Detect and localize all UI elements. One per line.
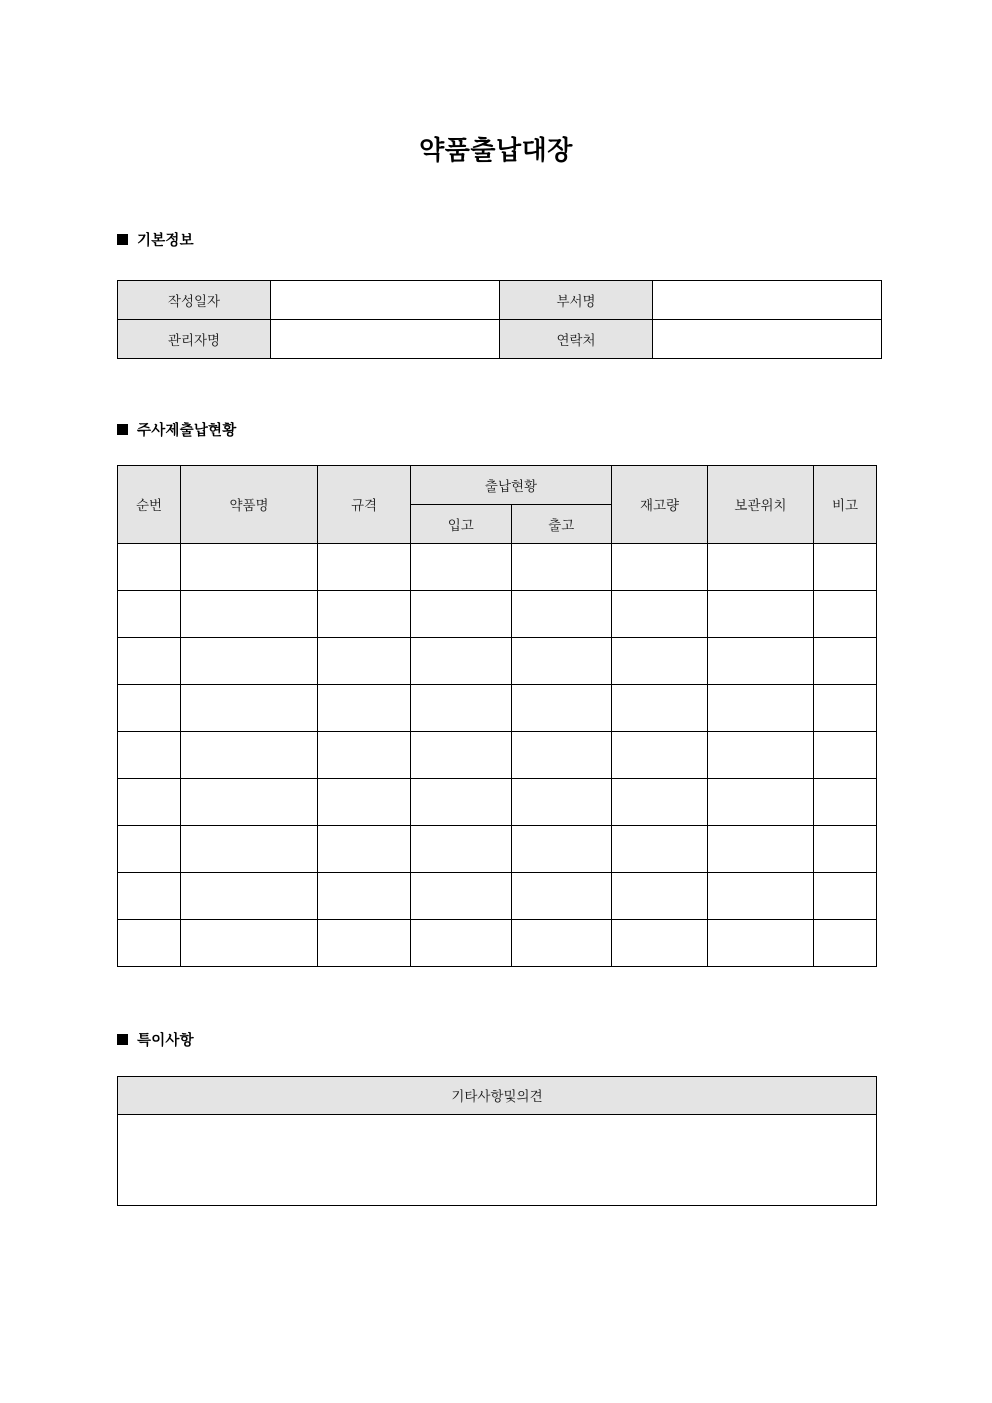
cell-spec[interactable] <box>318 684 411 731</box>
cell-no[interactable] <box>118 825 181 872</box>
section-heading-ledger-label: 주사제출납현황 <box>137 422 237 439</box>
section-heading-basic-info <box>0 229 992 250</box>
cell-no[interactable] <box>118 778 181 825</box>
cell-spec[interactable] <box>318 825 411 872</box>
cell-outgoing[interactable] <box>511 590 612 637</box>
cell-drug-name[interactable] <box>181 731 318 778</box>
notes-table-body <box>118 1114 877 1205</box>
column-header-location: 보관위치 <box>708 465 814 543</box>
cell-location[interactable] <box>708 637 814 684</box>
ledger-table <box>117 465 877 967</box>
cell-spec[interactable] <box>318 919 411 966</box>
basic-info-value-contact[interactable] <box>653 319 882 358</box>
ledger-spacer <box>0 967 992 1029</box>
cell-stock[interactable] <box>612 825 708 872</box>
cell-location[interactable] <box>708 825 814 872</box>
cell-remark[interactable] <box>814 684 877 731</box>
column-header-incoming: 입고 <box>411 504 512 543</box>
cell-no[interactable] <box>118 637 181 684</box>
cell-spec[interactable] <box>318 731 411 778</box>
cell-outgoing[interactable] <box>511 825 612 872</box>
column-header-spec: 규격 <box>318 465 411 543</box>
cell-outgoing[interactable] <box>511 684 612 731</box>
cell-no[interactable] <box>118 543 181 590</box>
cell-stock[interactable] <box>612 872 708 919</box>
title-spacer <box>0 167 992 229</box>
cell-stock[interactable] <box>612 731 708 778</box>
cell-location[interactable] <box>708 684 814 731</box>
cell-no[interactable] <box>118 590 181 637</box>
cell-remark[interactable] <box>814 919 877 966</box>
cell-remark[interactable] <box>814 825 877 872</box>
cell-stock[interactable] <box>612 543 708 590</box>
cell-incoming[interactable] <box>411 543 512 590</box>
cell-outgoing[interactable] <box>511 731 612 778</box>
cell-remark[interactable] <box>814 637 877 684</box>
cell-incoming[interactable] <box>411 684 512 731</box>
cell-incoming[interactable] <box>411 872 512 919</box>
basic-info-label-contact: 연락처 <box>500 319 653 358</box>
cell-no[interactable] <box>118 684 181 731</box>
page-title: 약품출납대장 <box>419 135 573 165</box>
cell-remark[interactable] <box>814 872 877 919</box>
cell-remark[interactable] <box>814 778 877 825</box>
cell-stock[interactable] <box>612 684 708 731</box>
ledger-table-body <box>118 543 877 966</box>
basic-info-value-department[interactable] <box>653 280 882 319</box>
section-heading-notes-label: 특이사항 <box>137 1032 194 1049</box>
cell-outgoing[interactable] <box>511 919 612 966</box>
basic-info-value-created-date[interactable] <box>271 280 500 319</box>
column-header-remark: 비고 <box>814 465 877 543</box>
cell-incoming[interactable] <box>411 731 512 778</box>
cell-remark[interactable] <box>814 590 877 637</box>
column-header-no: 순번 <box>118 465 181 543</box>
cell-remark[interactable] <box>814 731 877 778</box>
cell-incoming[interactable] <box>411 590 512 637</box>
table-row <box>118 778 877 825</box>
cell-remark[interactable] <box>814 543 877 590</box>
table-row <box>118 280 882 319</box>
cell-location[interactable] <box>708 778 814 825</box>
cell-drug-name[interactable] <box>181 684 318 731</box>
cell-spec[interactable] <box>318 872 411 919</box>
black-square-bullet-icon <box>117 234 128 245</box>
cell-drug-name[interactable] <box>181 590 318 637</box>
notes-table-head <box>118 1076 877 1114</box>
basic-info-label-manager-name: 관리자명 <box>118 319 271 358</box>
table-row <box>118 731 877 778</box>
column-header-drug-name: 약품명 <box>181 465 318 543</box>
column-header-stock: 재고량 <box>612 465 708 543</box>
basic-info-value-manager-name[interactable] <box>271 319 500 358</box>
table-row <box>118 590 877 637</box>
cell-outgoing[interactable] <box>511 872 612 919</box>
cell-spec[interactable] <box>318 543 411 590</box>
cell-location[interactable] <box>708 731 814 778</box>
table-row <box>118 1076 877 1114</box>
cell-drug-name[interactable] <box>181 543 318 590</box>
cell-location[interactable] <box>708 543 814 590</box>
black-square-bullet-icon <box>117 424 128 435</box>
cell-incoming[interactable] <box>411 825 512 872</box>
cell-spec[interactable] <box>318 778 411 825</box>
cell-no[interactable] <box>118 872 181 919</box>
cell-stock[interactable] <box>612 919 708 966</box>
column-header-other-matters: 기타사항및의견 <box>118 1076 877 1114</box>
table-row <box>118 919 877 966</box>
cell-location[interactable] <box>708 590 814 637</box>
section-heading-notes <box>0 1029 992 1050</box>
cell-spec[interactable] <box>318 637 411 684</box>
column-header-transaction-group: 출납현황 <box>411 465 612 504</box>
cell-outgoing[interactable] <box>511 543 612 590</box>
cell-location[interactable] <box>708 872 814 919</box>
basic-info-table <box>117 280 882 359</box>
cell-incoming[interactable] <box>411 637 512 684</box>
section-heading-ledger <box>0 419 992 440</box>
ledger-table-head <box>118 465 877 543</box>
column-header-outgoing: 출고 <box>511 504 612 543</box>
cell-drug-name[interactable] <box>181 637 318 684</box>
notes-table <box>117 1076 877 1206</box>
notes-input-area[interactable] <box>118 1114 877 1205</box>
cell-drug-name[interactable] <box>181 825 318 872</box>
basic-info-label-created-date: 작성일자 <box>118 280 271 319</box>
table-row <box>118 825 877 872</box>
black-square-bullet-icon <box>117 1034 128 1045</box>
cell-stock[interactable] <box>612 637 708 684</box>
basic-info-spacer <box>0 359 992 419</box>
table-row <box>118 319 882 358</box>
cell-no[interactable] <box>118 919 181 966</box>
basic-info-label-department: 부서명 <box>500 280 653 319</box>
cell-location[interactable] <box>708 919 814 966</box>
cell-outgoing[interactable] <box>511 778 612 825</box>
cell-drug-name[interactable] <box>181 778 318 825</box>
table-row <box>118 637 877 684</box>
cell-stock[interactable] <box>612 778 708 825</box>
ledger-header-row-1 <box>118 465 877 504</box>
cell-stock[interactable] <box>612 590 708 637</box>
cell-spec[interactable] <box>318 590 411 637</box>
table-row <box>118 872 877 919</box>
cell-no[interactable] <box>118 731 181 778</box>
cell-incoming[interactable] <box>411 919 512 966</box>
cell-outgoing[interactable] <box>511 637 612 684</box>
cell-incoming[interactable] <box>411 778 512 825</box>
cell-drug-name[interactable] <box>181 919 318 966</box>
table-row <box>118 684 877 731</box>
table-row <box>118 1114 877 1205</box>
table-row <box>118 543 877 590</box>
section-heading-basic-info-label: 기본정보 <box>137 232 194 249</box>
cell-drug-name[interactable] <box>181 872 318 919</box>
